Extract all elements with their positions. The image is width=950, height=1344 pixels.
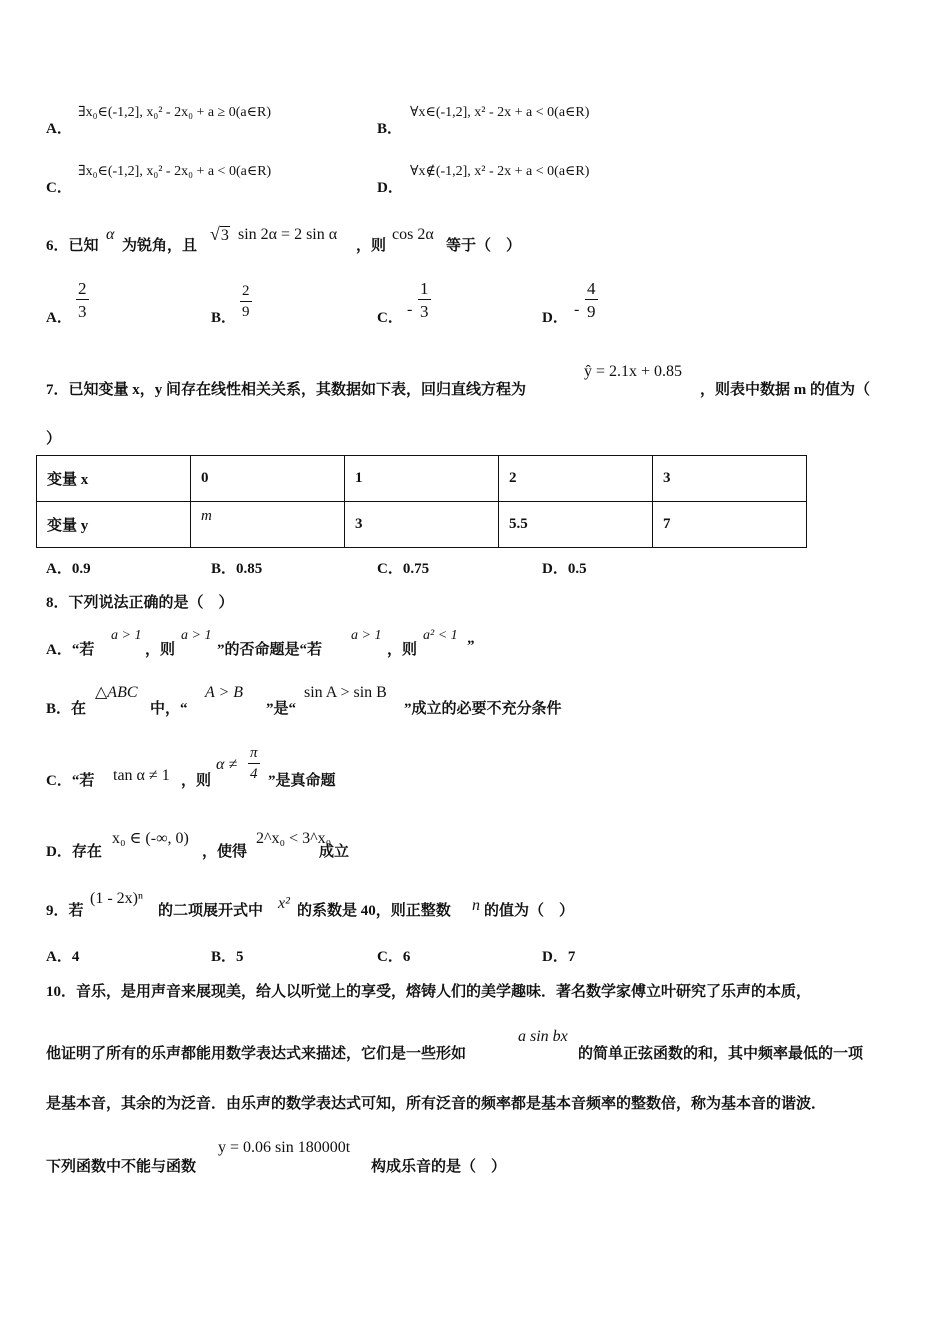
q5-option-a-label: A． [46,121,72,137]
q5-option-a-math: ∃x₀∈(-1,2], x₀² - 2x₀ + a ≥ 0(a∈R) [78,105,271,120]
q7-text-2: ，则表中数据 m 的值为（ [700,382,870,398]
q10-line-2b: 的简单正弦函数的和，其中频率最低的一项 [578,1046,864,1062]
q6-option-b-den: 9 [242,304,250,320]
table-row [37,456,807,502]
q8-b-text-2: 中，“ [150,701,188,717]
q9-option-a: A．4 [46,949,80,965]
q5-option-b-math: ∀x∈(-1,2], x² - 2x + a < 0(a∈R) [410,105,590,120]
q8-d-math-1: x₀ ∈ (-∞, 0) [112,830,189,847]
q8-a-math-2: a > 1 [181,628,212,643]
q8-a-text-3: ”的否命题是“若 [217,642,323,658]
table-cell: 5.5 [499,502,653,548]
q6-option-a-label: A． [46,310,72,326]
table-cell: 2 [499,456,653,502]
q6-option-d-fraction [585,280,598,320]
q6-text-1: 为锐角，且 [122,238,198,254]
q8-d-text-1: D．存在 [46,844,102,860]
q8-c-four: 4 [250,766,258,782]
q6-option-a-den: 3 [78,302,87,321]
q6-option-b-num: 2 [240,284,252,302]
q6-sqrt3-radicand: 3 [220,227,229,244]
q9-text-3: 的系数是 40，则正整数 [297,903,451,919]
table-cell-m: m [191,502,345,548]
q6-prefix: 6．已知 [46,238,99,254]
q7-option-d: D．0.5 [542,561,587,577]
q6-option-c-label: C． [377,310,403,326]
q8-c-pi: π [248,746,260,764]
q8-b-text-1: B．在 [46,701,87,717]
q7-text: 7．已知变量 x，y 间存在线性相关关系，其数据如下表，回归直线方程为 [46,382,527,398]
q5-option-b-label: B． [377,121,403,137]
q6-cos: cos 2α [392,226,434,243]
q8-d-text-3: 成立 [319,844,350,860]
q8-a-math-3: a > 1 [351,628,382,643]
q10-line-1: 10．音乐，是用声音来展现美，给人以听觉上的享受，熔铸人们的美学趣味．著名数学家傅立叶研究了乐声的本质， [46,984,812,1000]
q9-text-4: 的值为（ ） [484,903,575,919]
q8-a-text-5: ” [467,638,475,654]
q7-option-c: C．0.75 [377,561,430,577]
q7-option-a: A．0.9 [46,561,91,577]
q6-option-d-num: 4 [587,279,596,298]
q6-equation: sin 2α = 2 sin α [238,226,338,243]
q6-sqrt3: √3 [210,224,229,244]
q7-close-paren: ） [46,431,62,447]
q6-option-b-label: B． [211,310,237,326]
q8-b-math-2: A > B [205,684,244,701]
q6-option-c-den: 3 [420,302,429,321]
q8-a-text-1: A．“若 [46,642,95,658]
q8-c-text-1: C．“若 [46,773,95,789]
q8-c-text-3: ”是真命题 [268,773,336,789]
table-row [37,502,807,548]
q8-c-pi-over-4 [248,746,260,782]
q6-option-c-fraction [418,280,431,320]
q5-option-d-math: ∀x∉(-1,2], x² - 2x + a < 0(a∈R) [410,164,590,179]
q7-data-table [36,455,807,548]
q6-text-3: 等于（ ） [446,238,522,254]
q9-text-1: 9．若 [46,903,84,919]
q6-option-d-den: 9 [587,302,596,321]
table-cell-x-header: 变量 x [37,456,191,502]
table-cell: 1 [345,456,499,502]
q6-option-a-fraction [76,280,89,320]
q8-c-math-1: tan α ≠ 1 [113,767,170,784]
q9-option-d: D．7 [542,949,576,965]
q10-line-2a: 他证明了所有的乐声都能用数学表达式来描述，它们是一些形如 [46,1046,467,1062]
q10-line-3: 是基本音，其余的为泛音．由乐声的数学表达式可知，所有泛音的频率都是基本音频率的整数倍，称为基本音的谐波． [46,1096,827,1112]
q5-option-c-label: C． [46,180,72,196]
q8-b-text-3: ”是“ [266,701,297,717]
q7-equation: ŷ = 2.1x + 0.85 [584,363,683,380]
q6-text-2: ，则 [356,238,387,254]
q9-option-b: B．5 [211,949,244,965]
q10-line-4a: 下列函数中不能与函数 [46,1159,197,1175]
q8-a-math-4: a² < 1 [423,628,458,643]
q10-line-2-math: a sin bx [518,1028,568,1045]
q8-b-text-4: ”成立的必要不充分条件 [404,701,562,717]
table-cell: 0 [191,456,345,502]
q8-c-text-2: ，则 [181,773,212,789]
table-cell: 3 [345,502,499,548]
q8-c-math-2: α ≠ [216,756,238,773]
q8-a-text-2: ，则 [145,642,176,658]
q5-option-c-math: ∃x₀∈(-1,2], x₀² - 2x₀ + a < 0(a∈R) [78,164,272,179]
q8-d-text-2: ，使得 [202,844,248,860]
q6-option-d-label: D． [542,310,568,326]
q6-alpha: α [106,226,115,243]
q8-b-math-1: △ABC [95,684,138,701]
q9-math-2: x² [278,895,290,912]
q6-option-d-sign: - [574,301,580,318]
q10-line-4b: 构成乐音的是（ ） [371,1159,507,1175]
q5-option-d-label: D． [377,180,403,196]
q9-option-c: C．6 [377,949,411,965]
q6-option-c-sign: - [407,301,413,318]
q6-option-b-fraction [240,284,252,320]
q8-b-math-3: sin A > sin B [304,684,387,701]
q9-text-2: 的二项展开式中 [158,903,264,919]
q8-a-text-4: ，则 [387,642,418,658]
q6-option-a-num: 2 [78,279,87,298]
q8-a-math-1: a > 1 [111,628,142,643]
q8-title: 8．下列说法正确的是（ ） [46,595,234,611]
table-cell: 3 [653,456,807,502]
q7-option-b: B．0.85 [211,561,263,577]
q8-d-math-2: 2^x₀ < 3^x₀ [256,830,332,847]
q10-line-4-math: y = 0.06 sin 180000t [218,1139,351,1156]
table-cell-y-header: 变量 y [37,502,191,548]
q6-option-c-num: 1 [420,279,429,298]
q9-math-1: (1 - 2x)ⁿ [90,890,144,907]
q9-math-3: n [472,897,480,914]
table-cell: 7 [653,502,807,548]
